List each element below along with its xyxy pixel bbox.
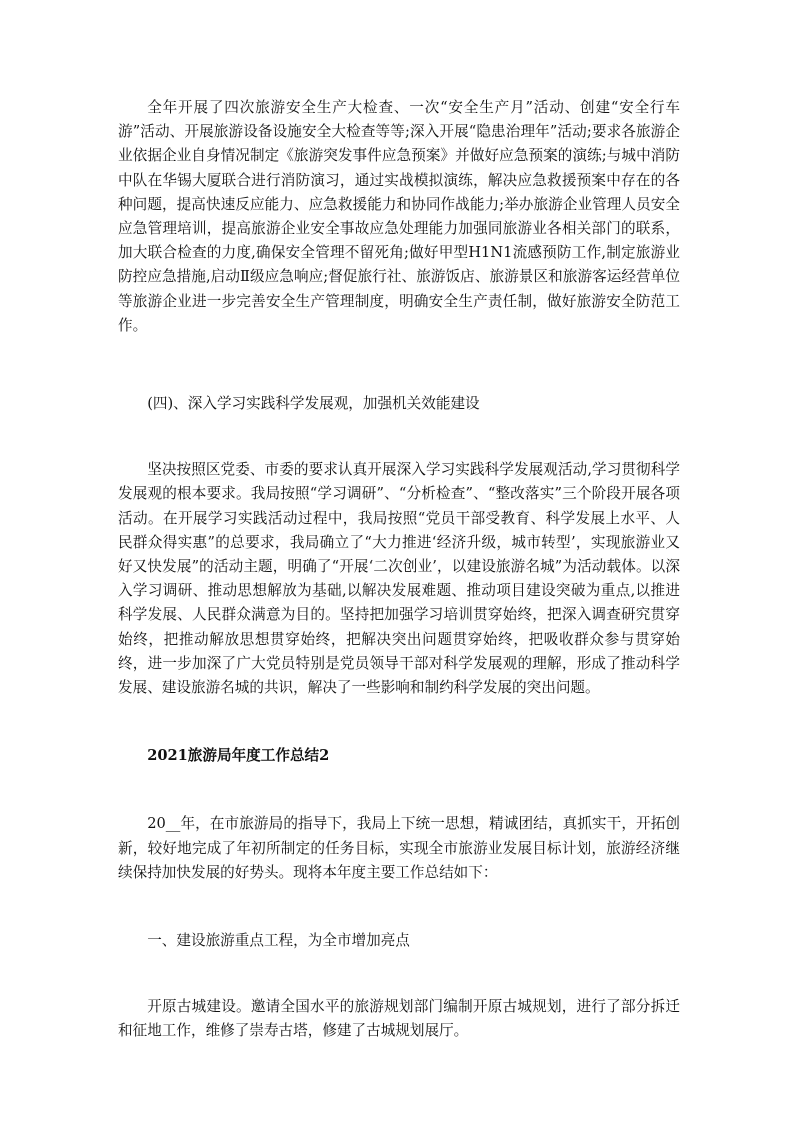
- paragraph-introduction: 20__年，在市旅游局的指导下，我局上下统一思想，精诚团结，真抓实干，开拓创新，较好地完成了年初所制定的任务目标，实现全市旅游业发展目标计划，旅游经济继续保持加快发展的好势头。现将本年度主要工作总结如下：: [118, 815, 680, 881]
- paragraph-ancient-city: 开原古城建设。邀请全国水平的旅游规划部门编制开原古城规划，进行了部分拆迁和征地工作，维修了崇寿古塔，修建了古城规划展厅。: [118, 998, 680, 1040]
- document-title-2: 2021旅游局年度工作总结2: [147, 747, 330, 765]
- document-page: [118, 96, 680, 1044]
- paragraph-safety-work: 全年开展了四次旅游安全生产大检查、一次“安全生产月”活动、创建“安全行车游”活动、开展旅游设备设施安全大检查等等;深入开展“隐患治理年”活动;要求各旅游企业依据企业自身情况制定《旅游突发事件应急预案》并做好应急预案的演练;与城中消防中队在华锡大厦联合进行消防演习，通过实战模拟演练，解决应急救援预案中存在的各种问题，提高快速反应能力、应急救援能力和协同作战能力;举办旅游企业管理人员安全应急管理培训，提高旅游企业安全事故应急处理能力加强同旅游业各相关部门的联系，加大联合检查的力度,确保安全管理不留死角;做好甲型H1N1流感预防工作,制定旅游业防控应急措施,启动Ⅱ级应急响应;督促旅行社、旅游饭店、旅游景区和旅游客运经营单位等旅游企业进一步完善安全生产管理制度，明确安全生产责任制，做好旅游安全防范工作。: [118, 99, 680, 334]
- paragraph-scientific-development: 坚决按照区党委、市委的要求认真开展深入学习实践科学发展观活动,学习贯彻科学发展观的根本要求。我局按照“学习调研”、“分析检查”、“整改落实”三个阶段开展各项活动。在开展学习实践活动过程中，我局按照“党员干部受教育、科学发展上水平、人民群众得实惠”的总要求，我局确立了“大力推进‘经济升级，城市转型’，实现旅游业又好又快发展”的活动主题，明确了“开展‘二次创业’，以建设旅游名城”为活动载体。以深入学习调研、推动思想解放为基础,以解决发展难题、推动项目建设突破为重点,以推进科学发展、人民群众满意为目的。坚持把加强学习培训贯穿始终，把深入调查研究贯穿始终，把推动解放思想贯穿始终，把解决突出问题贯穿始终，把吸收群众参与贯穿始终，进一步加深了广大党员特别是党员领导干部对科学发展观的理解，形成了推动科学发展、建设旅游名城的共识，解决了一些影响和制约科学发展的突出问题。: [118, 461, 680, 697]
- section-heading-one: 一、建设旅游重点工程，为全市增加亮点: [147, 932, 410, 950]
- section-heading-four: (四)、深入学习实践科学发展观，加强机关效能建设: [147, 395, 480, 413]
